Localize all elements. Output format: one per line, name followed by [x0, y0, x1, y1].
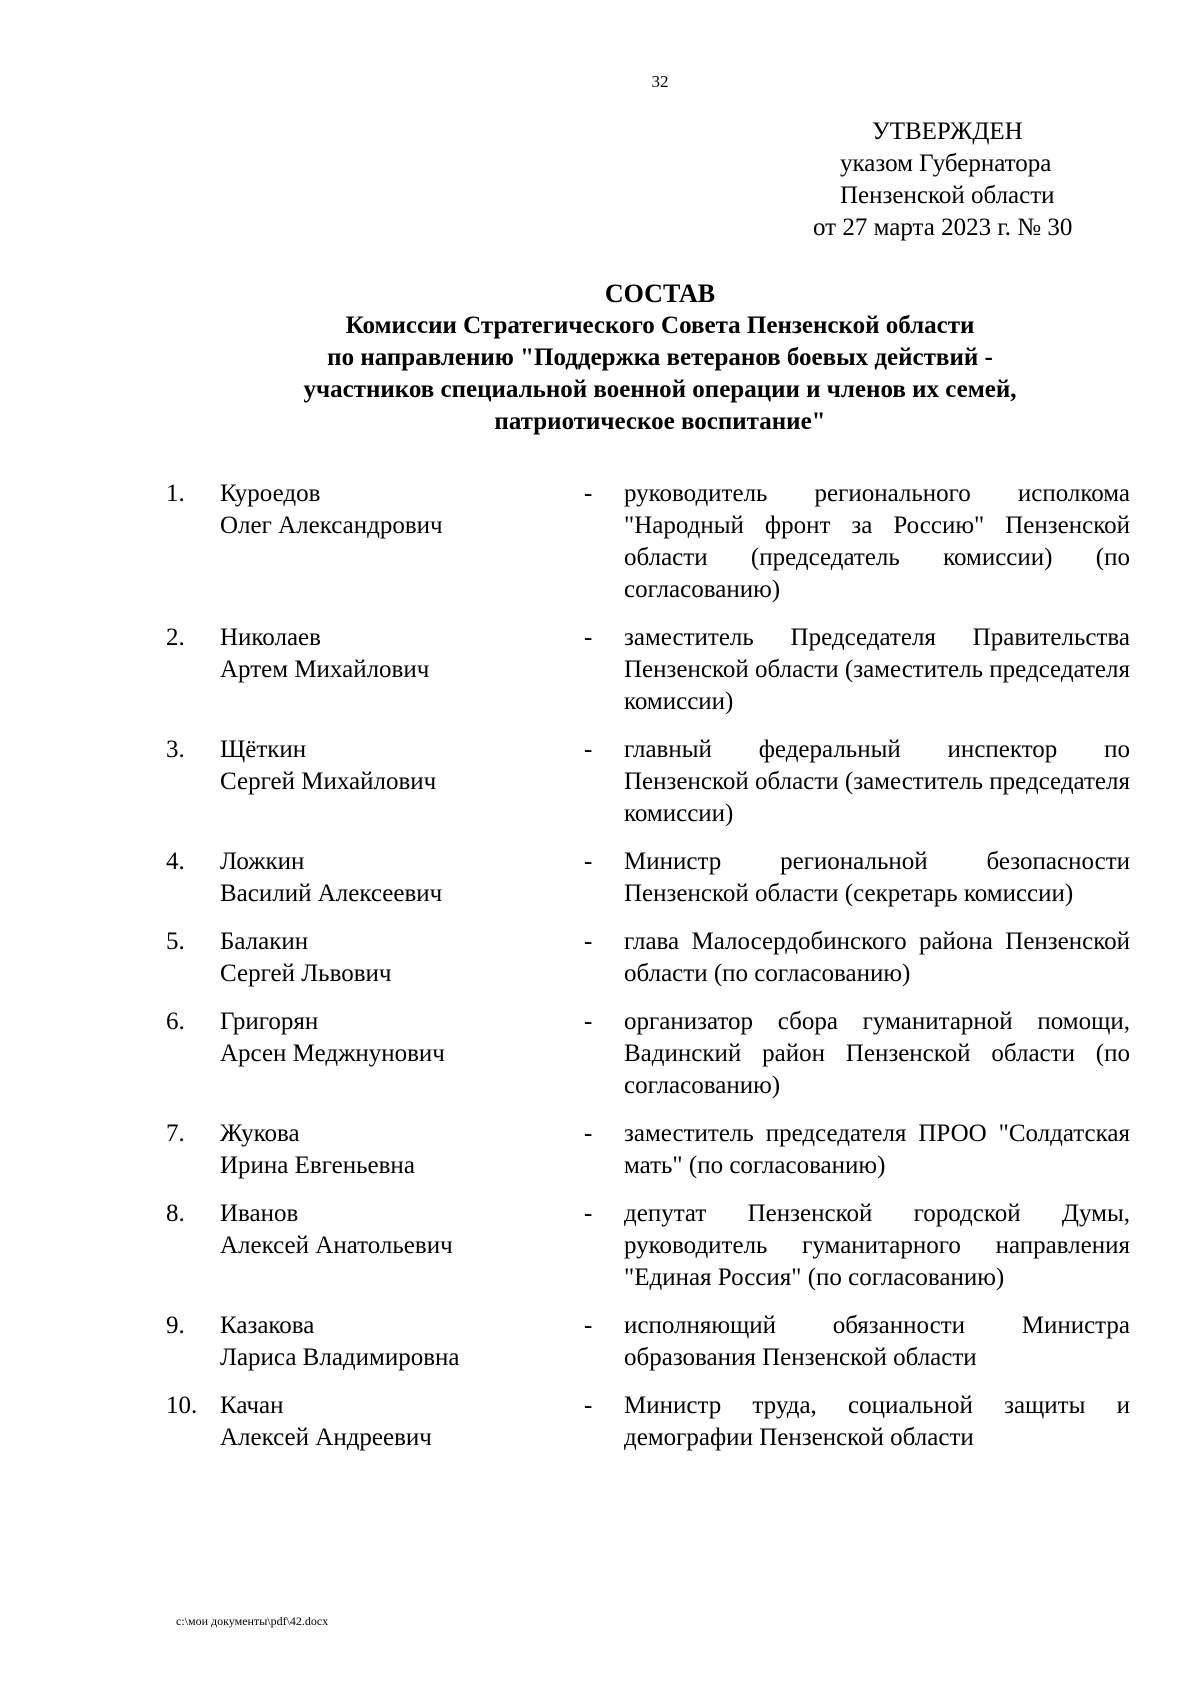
member-number: 10.: [166, 1392, 198, 1419]
member-number: 6.: [166, 1008, 185, 1035]
heading-title: СОСТАВ: [604, 279, 716, 308]
member-row: [0, 478, 1200, 606]
member-role: депутат Пензенской городской Думы, руководитель гуманитарного направления "Единая Россия" (по согласованию): [624, 1200, 1130, 1291]
members-list: [0, 478, 1200, 1470]
member-given-name: Арсен Меджнунович: [220, 1040, 445, 1067]
member-role: исполняющий обязанности Министра образования Пензенской области: [624, 1312, 1130, 1371]
member-surname: Жукова: [220, 1120, 300, 1147]
member-given-name: Сергей Львович: [220, 960, 392, 987]
member-name: [220, 622, 560, 686]
member-surname: Ложкин: [220, 848, 305, 875]
member-number: 3.: [166, 736, 185, 763]
member-surname: Щёткин: [220, 736, 307, 763]
member-row: [0, 1006, 1200, 1102]
member-dash: -: [584, 1312, 593, 1339]
member-row: [0, 622, 1200, 718]
member-row: [0, 1310, 1200, 1374]
member-role: глава Малосердобинского района Пензенской области (по согласованию): [624, 928, 1130, 987]
member-name: [220, 846, 560, 910]
member-role: главный федеральный инспектор по Пензенской области (заместитель председателя комиссии): [624, 736, 1130, 827]
member-name: [220, 1198, 560, 1262]
heading-line-4: патриотическое воспитание": [494, 408, 826, 435]
member-row: [0, 846, 1200, 910]
member-number: 8.: [166, 1200, 185, 1227]
approval-title: УТВЕРЖДЕН: [872, 118, 1023, 145]
member-given-name: Василий Алексеевич: [220, 880, 443, 907]
member-name: [220, 478, 560, 542]
member-name: [220, 734, 560, 798]
member-dash: -: [584, 1392, 593, 1419]
heading-line-1: Комиссии Стратегического Совета Пензенской области: [345, 312, 975, 339]
file-path-footer: c:\мои документы\pdf\42.docx: [176, 1614, 329, 1628]
member-role: Министр труда, социальной защиты и демографии Пензенской области: [624, 1392, 1130, 1451]
member-dash: -: [584, 480, 593, 507]
approval-stamp: [780, 116, 1140, 244]
member-role: заместитель председателя ПРОО "Солдатская мать" (по согласованию): [624, 1120, 1130, 1179]
member-given-name: Олег Александрович: [220, 512, 443, 539]
member-dash: -: [584, 928, 593, 955]
member-name: [220, 1310, 560, 1374]
member-role: Министр региональной безопасности Пензенской области (секретарь комиссии): [624, 848, 1130, 907]
member-name: [220, 926, 560, 990]
member-given-name: Алексей Андреевич: [220, 1424, 432, 1451]
member-dash: -: [584, 1120, 593, 1147]
member-surname: Качан: [220, 1392, 284, 1419]
member-surname: Иванов: [220, 1200, 299, 1227]
member-row: [0, 734, 1200, 830]
member-dash: -: [584, 736, 593, 763]
member-dash: -: [584, 848, 593, 875]
approval-line-1: указом Губернатора: [840, 150, 1052, 177]
member-dash: -: [584, 1200, 593, 1227]
member-given-name: Ирина Евгеньевна: [220, 1152, 415, 1179]
member-row: [0, 1118, 1200, 1182]
member-surname: Куроедов: [220, 480, 321, 507]
member-given-name: Лариса Владимировна: [220, 1344, 460, 1371]
heading-line-3: участников специальной военной операции и членов их семей,: [303, 376, 1017, 403]
member-given-name: Артем Михайлович: [220, 656, 430, 683]
member-surname: Балакин: [220, 928, 309, 955]
member-role: заместитель Председателя Правительства Пензенской области (заместитель председателя комиссии): [624, 624, 1130, 715]
member-given-name: Алексей Анатольевич: [220, 1232, 453, 1259]
member-number: 2.: [166, 624, 185, 651]
member-row: [0, 926, 1200, 990]
member-row: [0, 1198, 1200, 1294]
document-heading: [200, 278, 1120, 438]
approval-line-2: Пензенской области: [840, 182, 1055, 209]
member-surname: Николаев: [220, 624, 321, 651]
page-number: 32: [651, 72, 669, 91]
member-surname: Казакова: [220, 1312, 315, 1339]
member-number: 9.: [166, 1312, 185, 1339]
member-number: 5.: [166, 928, 185, 955]
member-number: 4.: [166, 848, 185, 875]
member-name: [220, 1118, 560, 1182]
member-name: [220, 1006, 560, 1070]
member-surname: Григорян: [220, 1008, 319, 1035]
member-given-name: Сергей Михайлович: [220, 768, 437, 795]
heading-line-2: по направлению "Поддержка ветеранов боевых действий -: [327, 344, 993, 371]
member-number: 7.: [166, 1120, 185, 1147]
member-dash: -: [584, 624, 593, 651]
member-name: [220, 1390, 560, 1454]
member-role: руководитель регионального исполкома "Народный фронт за Россию" Пензенской области (председатель комиссии) (по согласованию): [624, 480, 1130, 603]
member-row: [0, 1390, 1200, 1454]
member-dash: -: [584, 1008, 593, 1035]
approval-date: от 27 марта 2023 г. № 30: [813, 214, 1073, 241]
member-number: 1.: [166, 480, 185, 507]
member-role: организатор сбора гуманитарной помощи, Вадинский район Пензенской области (по согласованию): [624, 1008, 1130, 1099]
